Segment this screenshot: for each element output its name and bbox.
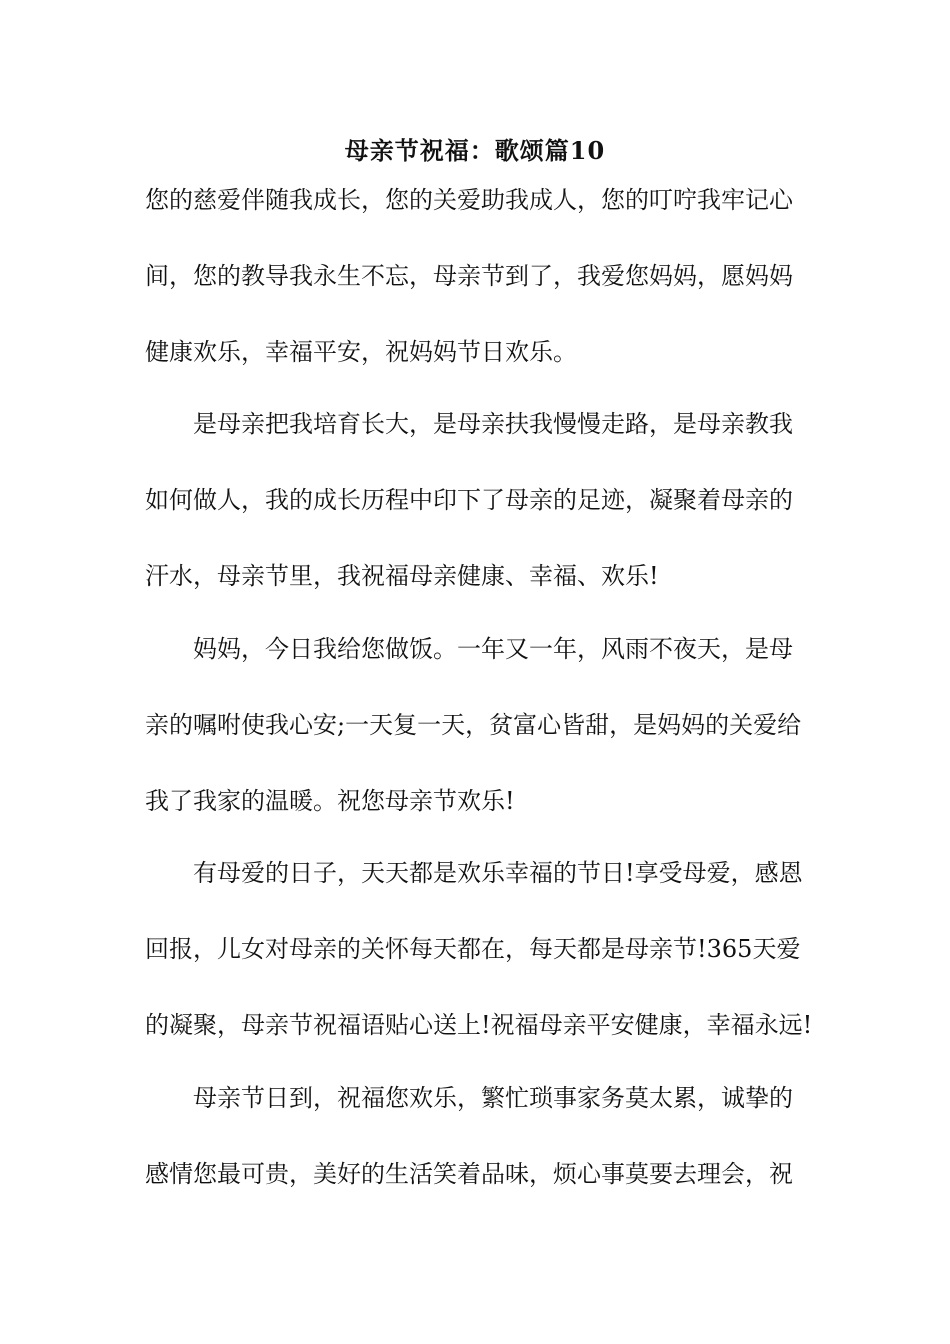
body-line-10: 有母爱的日子，天天都是欢乐幸福的节日!享受母爱，感恩 — [145, 859, 803, 887]
body-line-12: 的凝聚，母亲节祝福语贴心送上!祝福母亲平安健康，幸福永远! — [145, 1011, 813, 1039]
body-line-13: 母亲节日到，祝福您欢乐，繁忙琐事家务莫太累，诚挚的 — [145, 1084, 793, 1112]
body-line-2: 间，您的教导我永生不忘，母亲节到了，我爱您妈妈，愿妈妈 — [145, 262, 793, 290]
body-line-9: 我了我家的温暖。祝您母亲节欢乐! — [145, 787, 515, 815]
body-line-6: 汗水，母亲节里，我祝福母亲健康、幸福、欢乐! — [145, 562, 659, 590]
body-line-1: 您的慈爱伴随我成长，您的关爱助我成人，您的叮咛我牢记心 — [145, 186, 793, 214]
body-line-5: 如何做人，我的成长历程中印下了母亲的足迹，凝聚着母亲的 — [145, 486, 793, 514]
body-line-11: 回报，儿女对母亲的关怀每天都在，每天都是母亲节!365天爱 — [145, 935, 801, 963]
body-line-14: 感情您最可贵，美好的生活笑着品味，烦心事莫要去理会，祝 — [145, 1160, 793, 1188]
body-line-7: 妈妈，今日我给您做饭。一年又一年，风雨不夜天，是母 — [145, 635, 793, 663]
body-line-4: 是母亲把我培育长大，是母亲扶我慢慢走路，是母亲教我 — [145, 410, 793, 438]
document-title: 母亲节祝福：歌颂篇10 — [344, 136, 606, 165]
body-line-8: 亲的嘱咐使我心安;一天复一天，贫富心皆甜，是妈妈的关爱给 — [145, 711, 802, 739]
body-line-3: 健康欢乐，幸福平安，祝妈妈节日欢乐。 — [145, 338, 577, 366]
